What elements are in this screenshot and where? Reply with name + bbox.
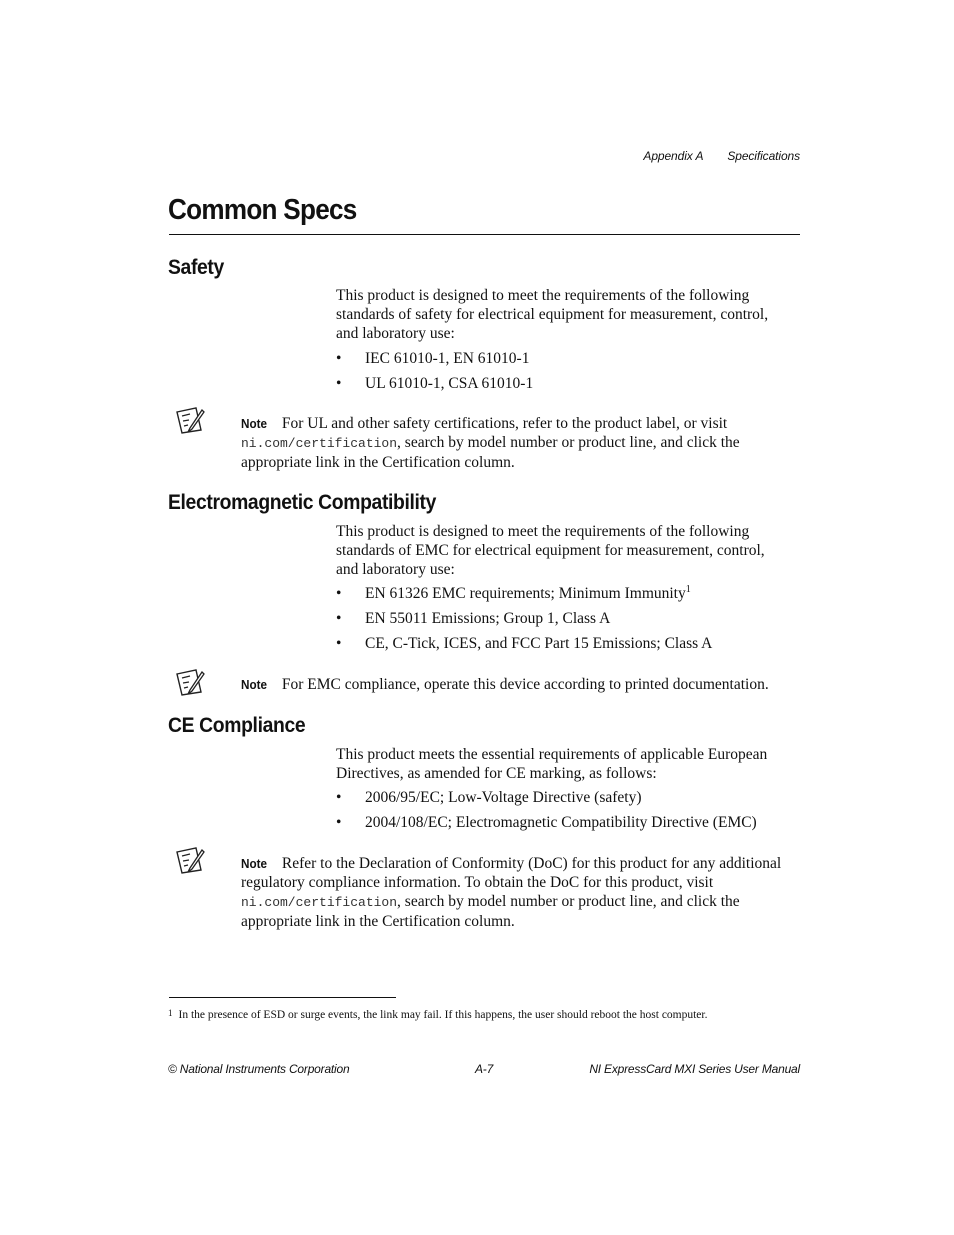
footnote <box>168 1008 707 1021</box>
title-rule <box>169 234 800 235</box>
note-label: Note <box>241 416 268 431</box>
note-icon <box>174 668 206 696</box>
list-item: • IEC 61010-1, EN 61010-1 <box>336 350 530 367</box>
page-title: Common Specs <box>168 194 357 226</box>
footer-left: © National Instruments Corporation <box>168 1062 350 1076</box>
safety-bullet-list <box>336 349 796 399</box>
note-label: Note <box>241 856 268 871</box>
header-section: Specifications <box>727 149 800 163</box>
footnote-text: In the presence of ESD or surge events, the link may fail. If this happens, the user should reboot the host computer. <box>178 1009 708 1021</box>
safety-heading: Safety <box>168 255 224 279</box>
footnote-reference: 1 <box>685 583 691 595</box>
footnote-rule <box>169 997 396 998</box>
list-item: • EN 55011 Emissions; Group 1, Class A <box>336 610 611 627</box>
running-header <box>643 149 800 163</box>
footer-right: NI ExpressCard MXI Series User Manual <box>589 1062 800 1076</box>
header-appendix: Appendix A <box>643 149 704 163</box>
safety-note: Note For UL and other safety certifications, refer to the product label, or visit ni.com/certification, search by model number or product line, and click the appropriate link in the Certification column. <box>241 415 740 471</box>
ce-bullet-list <box>336 788 796 838</box>
emc-intro: This product is designed to meet the requirements of the following standards of EMC for electrical equipment for measurement, control, and laboratory use: <box>336 523 765 578</box>
list-item: • EN 61326 EMC requirements; Minimum Immunity$^1$ <box>336 583 691 602</box>
footnote-mark: 1 <box>168 1008 173 1018</box>
certification-link[interactable]: ni.com/certification <box>241 436 398 451</box>
note-icon <box>174 846 206 874</box>
note-label: Note <box>241 677 268 692</box>
note-icon <box>174 406 206 434</box>
ce-note: Note Refer to the Declaration of Conformity (DoC) for this product for any additional regulatory compliance information. To obtain the DoC for this product, visit ni.com/certification, search by model number or product line, and click the appropriate link in the Certification column. <box>241 855 782 930</box>
emc-note: Note For EMC compliance, operate this device according to printed documentation. <box>241 676 769 693</box>
list-item: • UL 61010-1, CSA 61010-1 <box>336 375 534 392</box>
list-item: • CE, C-Tick, ICES, and FCC Part 15 Emissions; Class A <box>336 635 713 652</box>
emc-heading: Electromagnetic Compatibility <box>168 490 437 514</box>
list-item: • 2004/108/EC; Electromagnetic Compatibility Directive (EMC) <box>336 814 757 831</box>
safety-intro: This product is designed to meet the requirements of the following standards of safety for electrical equipment for measurement, control, and laboratory use: <box>336 287 769 342</box>
certification-link[interactable]: ni.com/certification <box>241 895 398 910</box>
list-item: • 2006/95/EC; Low-Voltage Directive (safety) <box>336 789 642 806</box>
page-number: A-7 <box>475 1062 494 1076</box>
ce-heading: CE Compliance <box>168 713 306 737</box>
emc-bullet-list <box>336 584 796 659</box>
ce-intro: This product meets the essential requirements of applicable European Directives, as amended for CE marking, as follows: <box>336 746 768 782</box>
